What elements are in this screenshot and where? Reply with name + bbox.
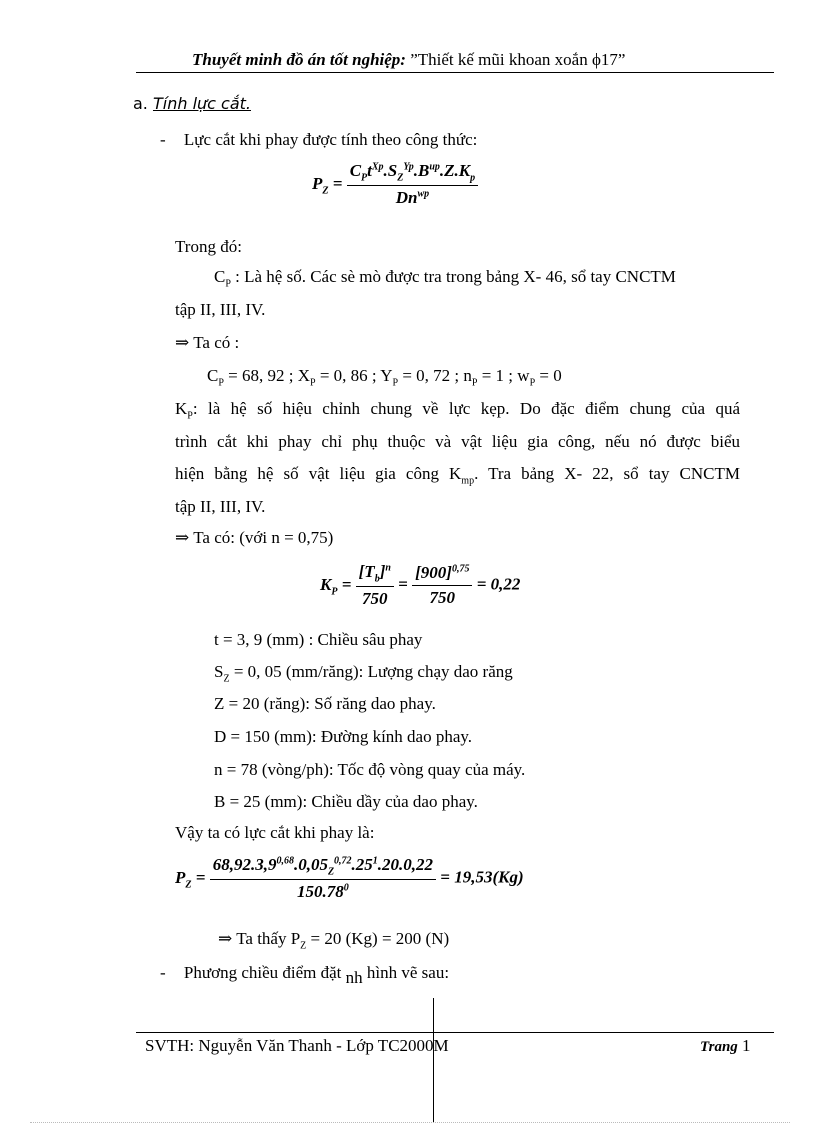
coefficient-line: $C_P = 68$, 92 ; $X_P = 0$, 86 ; $Y_P = 0$, 72 ; $n_P = 1$ ; $w_P = 0$ xyxy=(207,366,562,389)
kp-paragraph-line4: tập II, III, IV. xyxy=(175,497,266,516)
footer-rule xyxy=(136,1032,774,1033)
kp-paragraph-line2: trình cắt khi phay chỉ phụ thuộc và vật liệu gia công, nếu nó được biểu xyxy=(175,432,740,451)
param-feed: $S_Z = 0$, 05 (mm/răng): Lượng chạy dao răng xyxy=(214,662,513,685)
footer-left: SVTH: Nguyễn Văn Thanh - Lớp TC2000M xyxy=(145,1036,449,1055)
bullet-dash: - xyxy=(160,130,166,149)
arrow-icon: ⇒ xyxy=(175,528,190,547)
cp-description: $C_P$ : Là hệ số. Các sè mò được tra trong bảng X- 46, sổ tay CNCTM xyxy=(214,267,676,290)
section-label: a. xyxy=(133,94,148,113)
figure-axis-line xyxy=(433,998,434,1123)
bullet-item xyxy=(160,130,477,150)
formula-fraction-1: $\frac{[T_b]^n}{750}$ xyxy=(356,562,394,609)
where-label: Trong đó: xyxy=(175,237,242,256)
formula-lhs: $K_P$ = xyxy=(320,574,356,597)
header-prefix: Thuyết minh đồ án tốt nghiệp: xyxy=(192,50,406,69)
formula-cutting-force xyxy=(312,161,478,208)
force-intro: Vậy ta có lực cắt khi phay là: xyxy=(175,823,375,842)
header-rule xyxy=(136,72,774,73)
header-title: ”Thiết kế mũi khoan xoắn ϕ17” xyxy=(405,50,626,69)
we-have-line-2: ⇒ Ta có: (với n = 0,75) xyxy=(175,528,334,547)
formula-result: = 0,22 xyxy=(476,574,521,594)
section-title: Tính lực cắt. xyxy=(152,94,251,113)
formula-fraction: $\frac{68,92.3,9^{0,68}.0,05_Z^{0,72}.25^1.20.0,22}{150.78^0}$ xyxy=(210,855,436,902)
section-heading xyxy=(133,94,251,113)
formula-result: = 19,53(Kg) xyxy=(440,867,524,887)
kp-paragraph-line1: $K_P$: là hệ số hiệu chỉnh chung về lực kẹp. Do đặc điểm chung của quá xyxy=(175,399,740,422)
formula-lhs: $P_Z$ = xyxy=(175,867,210,890)
arrow-icon: ⇒ xyxy=(175,333,190,352)
footer-page: Trang 1 xyxy=(700,1036,751,1055)
param-diameter: D = 150 (mm): Đường kính dao phay. xyxy=(214,727,473,746)
cp-description-cont: tập II, III, IV. xyxy=(175,300,266,319)
page-header xyxy=(192,50,625,70)
bullet-item-2: - Phương chiều điểm đặt nh hình vẽ sau: xyxy=(160,963,450,987)
formula-fraction: $\frac{C_Pt^{Xp}.S_Z^{Yp}.B^{up}.Z.K_p}{Dn^{wp}}$ xyxy=(347,161,478,208)
param-depth: t = 3, 9 (mm) : Chiều sâu phay xyxy=(214,630,423,649)
kp-paragraph-line3: hiện bằng hệ số vật liệu gia công $K_{mp}$. Tra bảng X- 22, sổ tay CNCTM xyxy=(175,464,740,487)
arrow-icon: ⇒ xyxy=(218,929,233,948)
conclusion-line: ⇒ Ta thấy $P_Z = 20$ (Kg) = 200 (N) xyxy=(218,929,450,952)
param-speed: n = 78 (vòng/ph): Tốc độ vòng quay của máy. xyxy=(214,760,526,779)
param-width: B = 25 (mm): Chiều dầy của dao phay. xyxy=(214,792,478,811)
we-have-line: ⇒ Ta có : xyxy=(175,333,240,352)
formula-fraction-2: $\frac{[900]^{0,75}}{750}$ xyxy=(412,563,472,608)
formula-result-force xyxy=(175,855,524,902)
bullet-dash: - xyxy=(160,963,166,982)
bullet-text: Lực cắt khi phay được tính theo công thức: xyxy=(183,130,478,149)
param-teeth: Z = 20 (răng): Số răng dao phay. xyxy=(214,694,436,713)
formula-kp: $K_P$ = $\frac{[T_b]^n}{750}$ = $\frac{[900]^{0,75}}{750}$ = 0,22 xyxy=(320,562,521,609)
formula-lhs: $P_Z$ = xyxy=(312,173,347,196)
